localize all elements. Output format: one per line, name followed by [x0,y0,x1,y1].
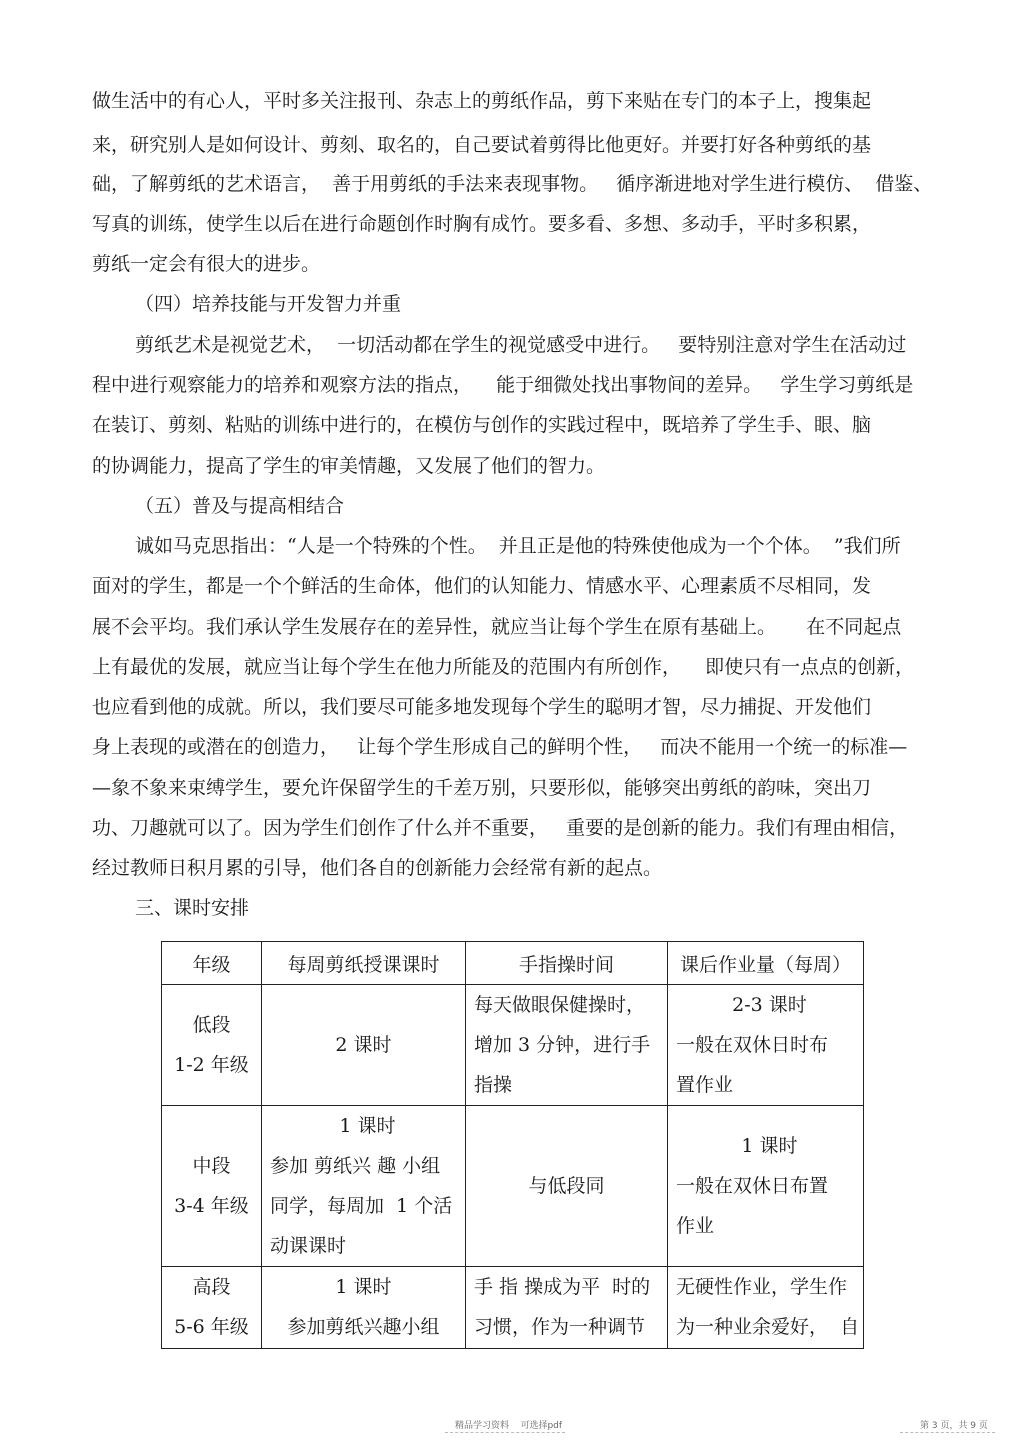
cell-line: 增加 3 分钟，进行手 [474,1034,651,1056]
table-header-row [162,942,864,985]
cell-line: 2-3 课时 [732,994,807,1016]
cell-line: 参加 剪纸兴 趣 小组 [270,1155,441,1177]
page-number: 第 3 页，共 9 页 [920,1421,988,1431]
text-line: 面对的学生，都是一个个鲜活的生命体，他们的认知能力、情感水平、心理素质不尽相同，发 [92,575,872,597]
header-homework: 课后作业量（每周） [668,942,864,985]
text-line: 来，研究别人是如何设计、剪刻、取名的，自己要试着剪得比他更好。并要打好各种剪纸的基 [92,134,872,156]
cell-grade [162,1267,262,1349]
cell-finger-exercise [466,1267,668,1349]
cell-lessons [262,985,466,1106]
table-row [162,1267,864,1349]
cell-line: 一般在双休日布置 [676,1175,829,1197]
text-line: —象不象来束缚学生，要允许保留学生的千差万别，只要形似，能够突出剪纸的韵味，突出刀 [92,777,872,799]
cell-line: 1-2 年级 [174,1054,249,1076]
text-line: 的协调能力，提高了学生的审美情趣，又发展了他们的智力。 [92,455,606,477]
cell-line: 与低段同 [528,1175,605,1197]
table-row [162,985,864,1106]
header-lessons: 每周剪纸授课课时 [262,942,466,985]
cell-line: 指操 [474,1074,513,1096]
cell-grade [162,1106,262,1267]
cell-finger-exercise [466,985,668,1106]
footer-source: 精品学习资料 可选择pdf [455,1421,563,1431]
text-line: 诚如马克思指出：“人是一个特殊的个性。 并且正是他的特殊使他成为一个个体。 ”我们所 [135,535,901,557]
cell-homework [668,985,864,1106]
cell-line: 3-4 年级 [174,1195,249,1217]
text-line: 剪纸艺术是视觉艺术， 一切活动都在学生的视觉感受中进行。 要特别注意对学生在活动过 [135,334,907,356]
cell-line: 5-6 年级 [174,1316,249,1338]
cell-homework [668,1267,864,1349]
table-row [162,1106,864,1267]
text-line: 上有最优的发展，就应当让每个学生在他力所能及的范围内有所创作， 即使只有一点点的创新， [92,656,915,678]
cell-line: 同学，每周加 1 个活 [270,1195,453,1217]
footer-divider-right [900,1432,995,1433]
cell-line: 低段 [192,1014,231,1036]
cell-line: 置作业 [676,1074,734,1096]
text-line: 也应看到他的成就。所以，我们要尽可能多地发现每个学生的聪明才智，尽力捕捉、开发他们 [92,696,872,718]
cell-line: 习惯，作为一种调节 [474,1316,646,1338]
text-line: 三、课时安排 [135,897,250,919]
text-line: 功、刀趣就可以了。因为学生们创作了什么并不重要， 重要的是创新的能力。我们有理由相信， [92,817,909,839]
text-line: （五）普及与提高相结合 [135,495,345,517]
cell-line: 2 课时 [335,1034,392,1056]
cell-line: 一般在双休日时布 [676,1034,829,1056]
schedule-table [161,941,864,1349]
cell-homework [668,1106,864,1267]
footer-divider [445,1432,565,1433]
cell-line: 每天做眼保健操时， [474,994,646,1016]
header-finger-exercise: 手指操时间 [466,942,668,985]
cell-line: 1 课时 [741,1135,798,1157]
cell-line: 手 指 操成为平 时的 [474,1276,651,1298]
cell-grade [162,985,262,1106]
text-line: 在装订、剪刻、粘贴的训练中进行的，在模仿与创作的实践过程中，既培养了学生手、眼、脑 [92,414,872,436]
cell-lessons [262,1267,466,1349]
text-line: 写真的训练，使学生以后在进行命题创作时胸有成竹。要多看、多想、多动手，平时多积累， [92,213,872,235]
text-line: 剪纸一定会有很大的进步。 [92,253,321,275]
cell-line: 1 课时 [335,1276,392,1298]
text-line: 展不会平均。我们承认学生发展存在的差异性，就应当让每个学生在原有基础上。 在不同起点 [92,616,902,638]
text-line: 经过教师日积月累的引导，他们各自的创新能力会经常有新的起点。 [92,857,663,879]
header-grade: 年级 [162,942,262,985]
cell-line: 参加剪纸兴趣小组 [287,1316,440,1338]
cell-line: 中段 [192,1155,231,1177]
text-line: 程中进行观察能力的培养和观察方法的指点， 能于细微处找出事物间的差异。 学生学习剪纸是 [92,374,914,396]
text-line: （四）培养技能与开发智力并重 [135,293,402,315]
cell-line: 高段 [192,1276,231,1298]
cell-finger-exercise [466,1106,668,1267]
cell-lessons [262,1106,466,1267]
cell-line: 动课课时 [270,1235,347,1257]
cell-line: 作业 [676,1215,715,1237]
cell-line: 为一种业余爱好， 自 [676,1316,860,1338]
cell-line: 1 课时 [339,1115,396,1137]
text-line: 身上表现的或潜在的创造力， 让每个学生形成自己的鲜明个性， 而决不能用一个统一的标准— [92,736,908,758]
cell-line: 无硬性作业，学生作 [676,1276,848,1298]
text-line: 础，了解剪纸的艺术语言， 善于用剪纸的手法来表现事物。 循序渐进地对学生进行模仿、 借鉴、 [92,173,933,195]
text-line: 做生活中的有心人，平时多关注报刊、杂志上的剪纸作品，剪下来贴在专门的本子上，搜集起 [92,90,872,112]
